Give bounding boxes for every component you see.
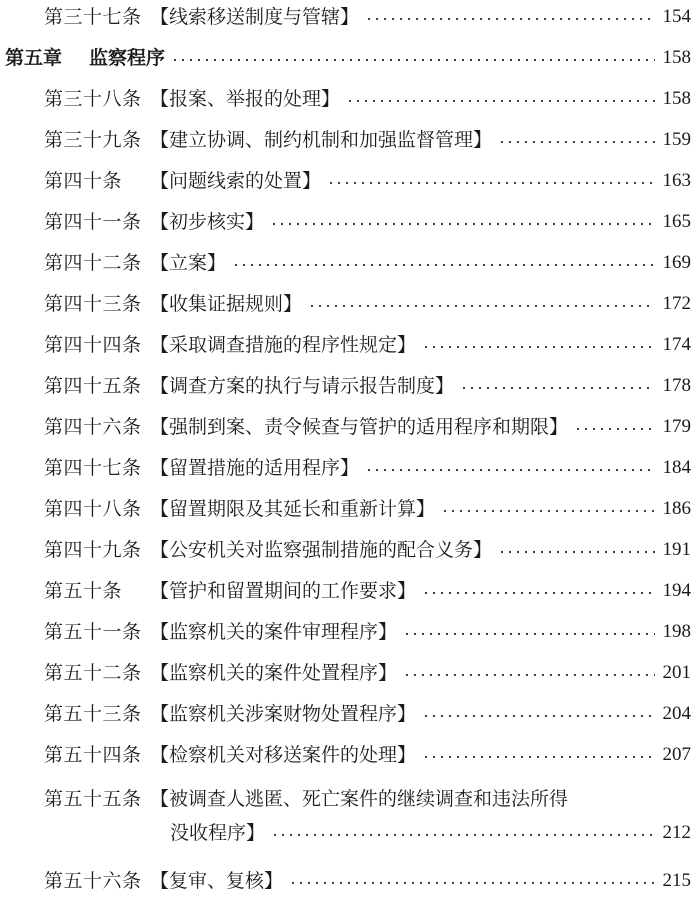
- dot-leader: [270, 223, 655, 225]
- dot-leader: [422, 756, 655, 758]
- dot-leader: [422, 592, 655, 594]
- dot-leader: [308, 305, 655, 307]
- toc-entry[interactable]: [0, 411, 697, 447]
- page-number: 191: [662, 539, 691, 560]
- page-number: 163: [662, 170, 691, 191]
- dot-leader: [403, 633, 655, 635]
- article-number: 第五十二条: [44, 662, 142, 684]
- dot-leader: [441, 510, 655, 512]
- dot-leader: [498, 141, 655, 143]
- article-title: 【被调查人逃匿、死亡案件的继续调查和违法所得: [150, 788, 569, 810]
- chapter-number: 第五章: [5, 47, 63, 69]
- toc-entry[interactable]: [0, 657, 697, 693]
- dot-leader: [271, 834, 655, 836]
- article-title: 【收集证据规则】: [150, 293, 303, 315]
- dot-leader: [422, 715, 655, 717]
- toc-entry[interactable]: [0, 698, 697, 734]
- page-number: 186: [662, 498, 691, 519]
- page-number: 154: [662, 6, 691, 27]
- toc-entry[interactable]: [0, 165, 697, 201]
- dot-leader: [574, 428, 655, 430]
- page-number: 158: [662, 88, 691, 109]
- toc-entry[interactable]: [0, 534, 697, 570]
- toc-entry[interactable]: [0, 206, 697, 242]
- article-title: 【监察机关的案件处置程序】: [150, 662, 398, 684]
- page-number: 184: [662, 457, 691, 478]
- toc-entry[interactable]: [0, 493, 697, 529]
- toc-entry[interactable]: [0, 288, 697, 324]
- chapter-heading[interactable]: [0, 42, 697, 78]
- dot-leader: [365, 469, 655, 471]
- page-number: 204: [662, 703, 691, 724]
- page-number: 215: [662, 870, 691, 891]
- toc-entry[interactable]: [0, 247, 697, 283]
- dot-leader: [403, 674, 655, 676]
- article-title: 【复审、复核】: [150, 870, 284, 892]
- article-title: 【留置措施的适用程序】: [150, 457, 360, 479]
- article-title: 【公安机关对监察强制措施的配合义务】: [150, 539, 493, 561]
- page-number: 159: [662, 129, 691, 150]
- article-title: 【检察机关对移送案件的处理】: [150, 744, 417, 766]
- page-number: 212: [662, 822, 691, 843]
- article-number: 第四十二条: [44, 252, 142, 274]
- page-number: 174: [662, 334, 691, 355]
- article-title: 【监察机关的案件审理程序】: [150, 621, 398, 643]
- article-number: 第五十一条: [44, 621, 142, 643]
- toc-entry[interactable]: [0, 739, 697, 775]
- page-number: 169: [662, 252, 691, 273]
- article-number: 第四十九条: [44, 539, 142, 561]
- article-title: 【建立协调、制约机制和加强监督管理】: [150, 129, 493, 151]
- chapter-title: 监察程序: [89, 47, 166, 69]
- toc-entry[interactable]: [0, 83, 697, 119]
- article-number: 第四十五条: [44, 375, 142, 397]
- article-number: 第五十三条: [44, 703, 142, 725]
- article-number: 第四十七条: [44, 457, 142, 479]
- dot-leader: [327, 182, 655, 184]
- dot-leader: [232, 264, 655, 266]
- toc-entry[interactable]: [0, 575, 697, 611]
- page-number: 198: [662, 621, 691, 642]
- dot-leader: [422, 346, 655, 348]
- page-number: 194: [662, 580, 691, 601]
- dot-leader: [289, 882, 655, 884]
- article-number: 第四十六条: [44, 416, 142, 438]
- article-number: 第三十八条: [44, 88, 142, 110]
- page-number: 201: [662, 662, 691, 683]
- article-title: 【报案、举报的处理】: [150, 88, 341, 110]
- article-title: 【立案】: [150, 252, 227, 274]
- toc-entry[interactable]: [0, 616, 697, 652]
- article-number: 第五十六条: [44, 870, 142, 892]
- toc-entry[interactable]: [0, 865, 697, 901]
- page-number: 179: [662, 416, 691, 437]
- page-number: 178: [662, 375, 691, 396]
- article-number: 第四十八条: [44, 498, 142, 520]
- article-number: 第四十三条: [44, 293, 142, 315]
- article-number: 第三十九条: [44, 129, 142, 151]
- article-number: 第四十一条: [44, 211, 142, 233]
- article-number: 第四十四条: [44, 334, 142, 356]
- article-number: 第五十条: [44, 580, 123, 602]
- article-title: 【强制到案、责令候查与管护的适用程序和期限】: [150, 416, 569, 438]
- toc-entry-multiline[interactable]: [0, 783, 697, 859]
- dot-leader: [346, 100, 655, 102]
- article-title: 【线索移送制度与管辖】: [150, 6, 360, 28]
- toc-entry[interactable]: [0, 1, 697, 37]
- article-title: 【管护和留置期间的工作要求】: [150, 580, 417, 602]
- dot-leader: [460, 387, 655, 389]
- article-number: 第五十五条: [44, 788, 142, 810]
- toc-entry[interactable]: [0, 124, 697, 160]
- page-number: 207: [662, 744, 691, 765]
- article-title: 【留置期限及其延长和重新计算】: [150, 498, 436, 520]
- article-number: 第四十条: [44, 170, 123, 192]
- article-title: 【问题线索的处置】: [150, 170, 322, 192]
- toc-entry[interactable]: [0, 329, 697, 365]
- dot-leader: [171, 59, 655, 61]
- page-number: 165: [662, 211, 691, 232]
- toc-entry[interactable]: [0, 452, 697, 488]
- article-title: 【采取调查措施的程序性规定】: [150, 334, 417, 356]
- article-title: 【调查方案的执行与请示报告制度】: [150, 375, 455, 397]
- toc-entry[interactable]: [0, 370, 697, 406]
- page-number: 172: [662, 293, 691, 314]
- article-title: 【初步核实】: [150, 211, 265, 233]
- dot-leader: [365, 18, 655, 20]
- article-number: 第五十四条: [44, 744, 142, 766]
- dot-leader: [498, 551, 655, 553]
- page-number: 158: [662, 47, 691, 68]
- article-number: 第三十七条: [44, 6, 142, 28]
- article-title-continued: 没收程序】: [170, 822, 266, 844]
- article-title: 【监察机关涉案财物处置程序】: [150, 703, 417, 725]
